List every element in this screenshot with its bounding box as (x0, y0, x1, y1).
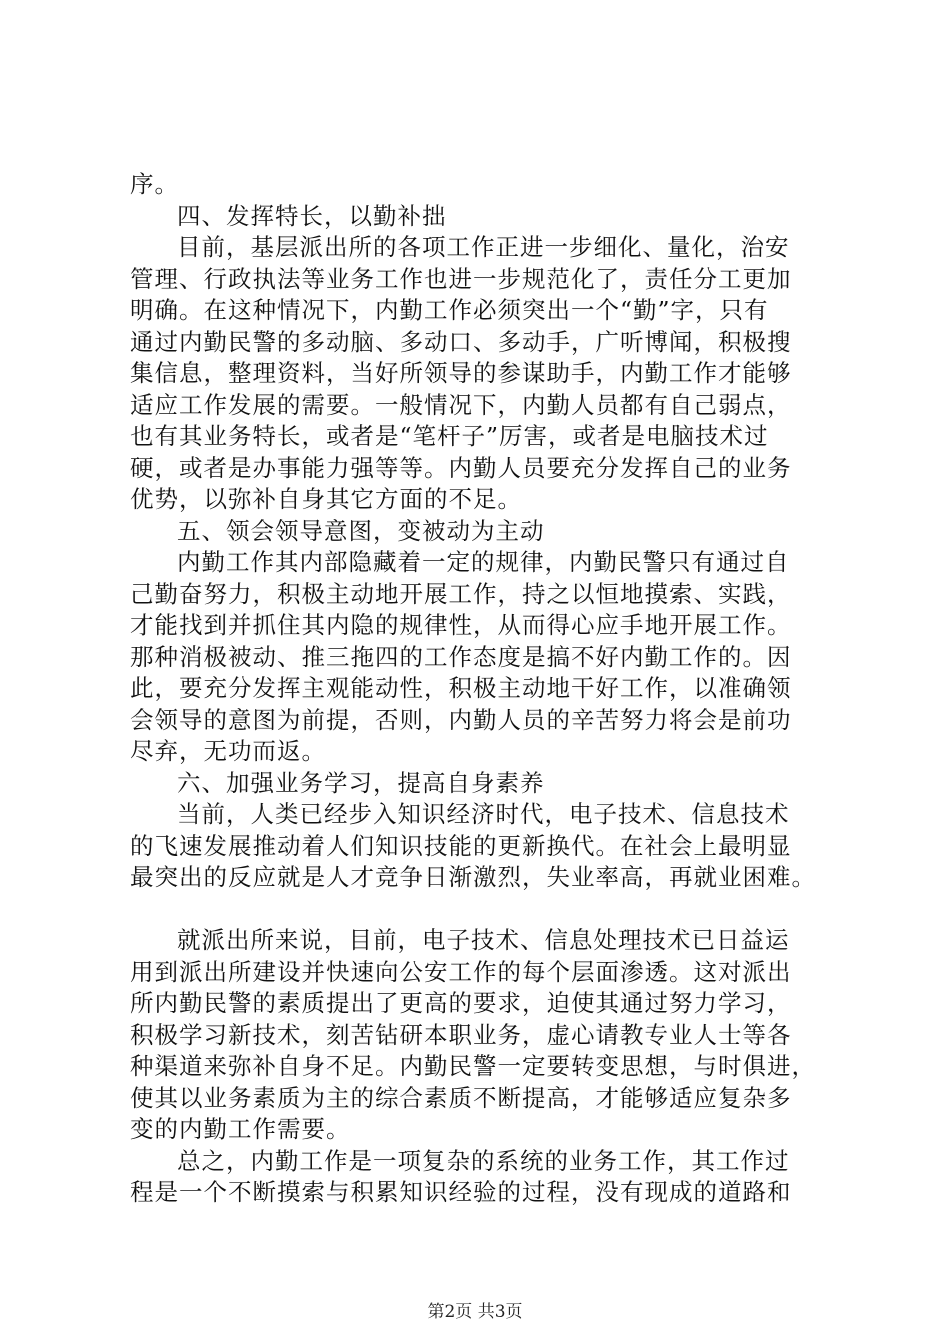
text-line: 就派出所来说，目前，电子技术、信息处理技术已日益运 (177, 926, 790, 954)
text-line: 适应工作发展的需要。一般情况下，内勤人员都有自己弱点， (130, 390, 792, 419)
text-line: 管理、行政执法等业务工作也进一步规范化了，责任分工更加 (130, 264, 792, 293)
text-line: 会领导的意图为前提，否则，内勤人员的辛苦努力将会是前功 (130, 705, 792, 734)
text-line: 内勤工作其内部隐藏着一定的规律，内勤民警只有通过自 (177, 548, 790, 576)
text-line: 种渠道来弥补自身不足。内勤民警一定要转变思想，与时俱进， (130, 1052, 816, 1080)
text-line: 用到派出所建设并快速向公安工作的每个层面渗透。这对派出 (130, 957, 792, 986)
text-line: 也有其业务特长，或者是“笔杆子”厉害，或者是电脑技术过 (130, 422, 769, 450)
text-line: 尽弃，无功而返。 (130, 737, 326, 765)
text-line: 五、领会领导意图，变被动为主动 (177, 516, 545, 545)
text-line: 己勤奋努力，积极主动地开展工作，持之以恒地摸索、实践， (130, 579, 792, 608)
text-line: 目前，基层派出所的各项工作正进一步细化、量化，治安 (177, 233, 790, 261)
document-body (130, 169, 830, 1209)
text-line: 最突出的反应就是人才竞争日渐激烈，失业率高，再就业困难。 (130, 863, 816, 891)
text-line: 此，要充分发挥主观能动性，积极主动地干好工作，以准确领 (130, 674, 792, 702)
text-line: 程是一个不断摸索与积累知识经验的过程，没有现成的道路和 (130, 1178, 792, 1206)
text-line: 集信息，整理资料，当好所领导的参谋助手，内勤工作才能够 (130, 359, 792, 387)
text-line: 变的内勤工作需要。 (130, 1115, 351, 1143)
text-line: 总之，内勤工作是一项复杂的系统的业务工作，其工作过 (177, 1146, 790, 1175)
text-line: 才能找到并抓住其内隐的规律性，从而得心应手地开展工作。 (130, 611, 792, 639)
text-line: 当前，人类已经步入知识经济时代，电子技术、信息技术 (177, 800, 790, 828)
text-line: 那种消极被动、推三拖四的工作态度是搞不好内勤工作的。因 (130, 642, 792, 671)
text-line: 序。 (130, 170, 179, 198)
text-line: 所内勤民警的素质提出了更高的要求，迫使其通过努力学习， (130, 989, 792, 1017)
text-line: 明确。在这种情况下，内勤工作必须突出一个“勤”字，只有 (130, 296, 769, 324)
page-footer: 第2页 共3页 (427, 1302, 523, 1322)
text-line: 硬，或者是办事能力强等等。内勤人员要充分发挥自己的业务 (130, 453, 792, 482)
text-line: 使其以业务素质为主的综合素质不断提高，才能够适应复杂多 (130, 1083, 792, 1112)
text-line: 通过内勤民警的多动脑、多动口、多动手，广听博闻，积极搜 (130, 327, 792, 356)
text-line: 积极学习新技术，刻苦钻研本职业务，虚心请教专业人士等各 (130, 1020, 792, 1049)
text-line: 的飞速发展推动着人们知识技能的更新换代。在社会上最明显 (130, 831, 792, 860)
text-line: 六、加强业务学习，提高自身素养 (177, 768, 545, 797)
text-line: 优势，以弥补自身其它方面的不足。 (130, 485, 522, 513)
text-line: 四、发挥特长，以勤补拙 (177, 201, 447, 230)
text-line (130, 894, 830, 926)
